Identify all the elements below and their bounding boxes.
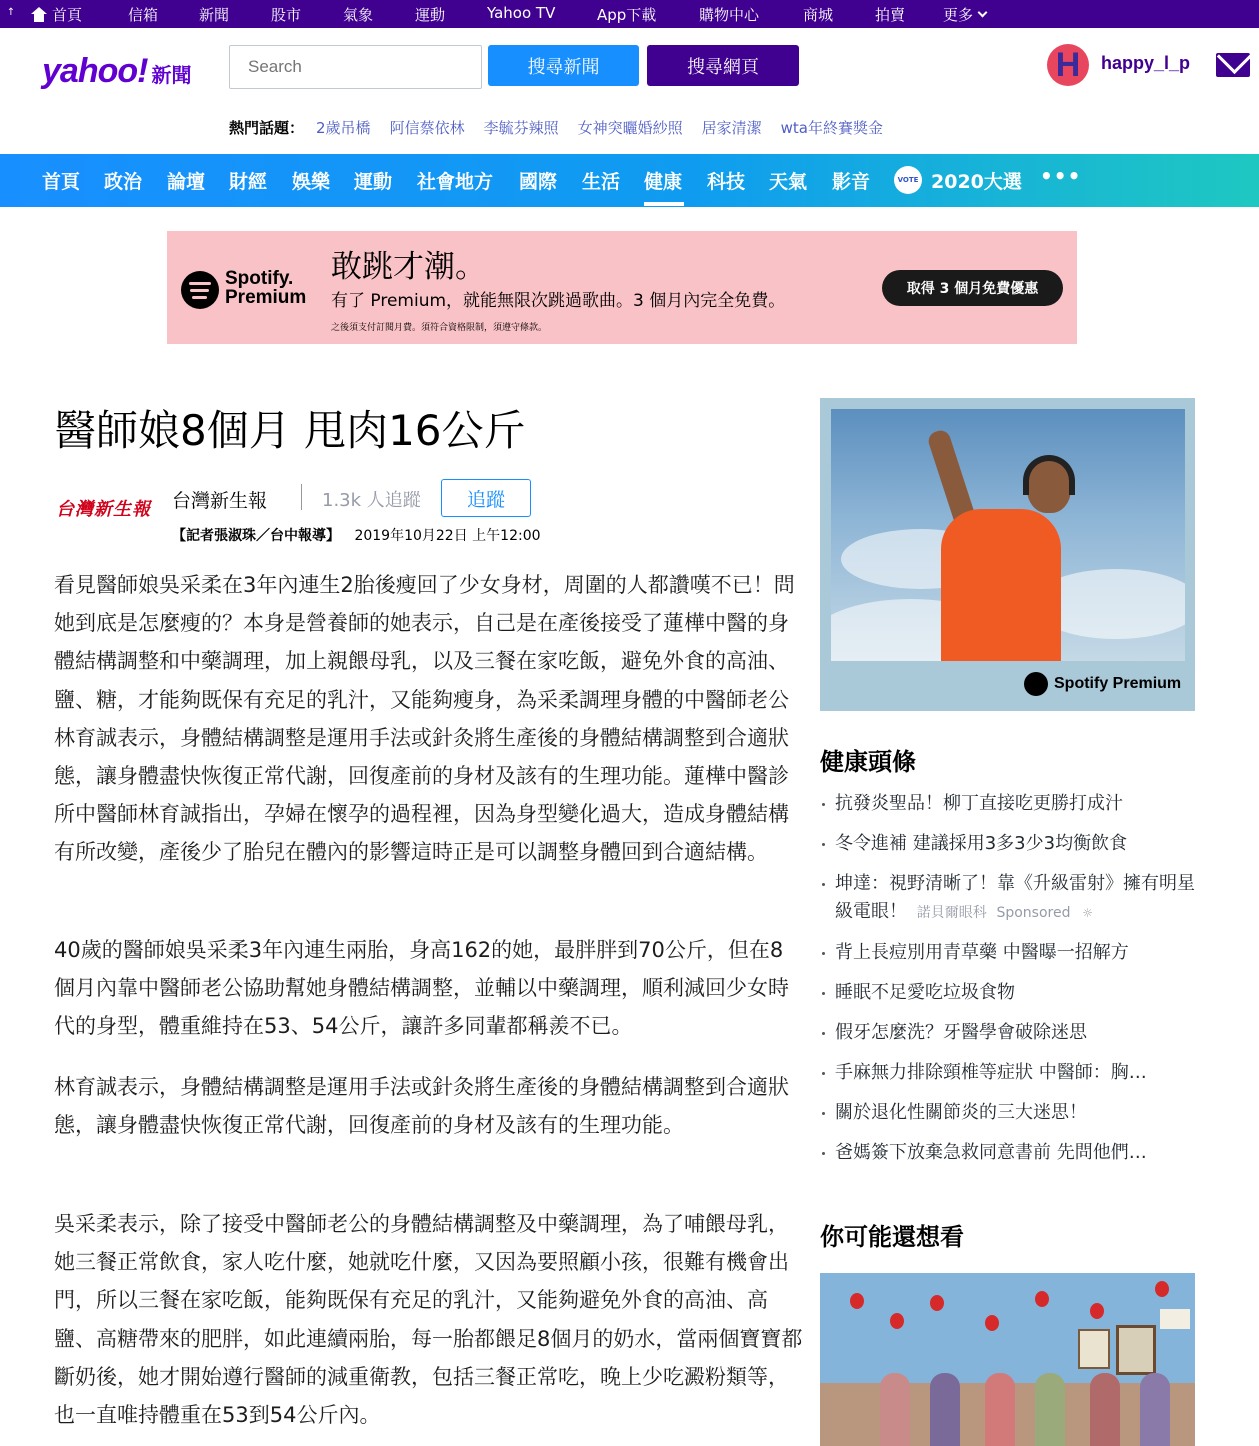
nav-weather[interactable]: 天氣: [769, 171, 808, 193]
top-utility-bar: [0, 0, 1259, 28]
list-item[interactable]: 假牙怎麼洗？牙醫學會破除迷思: [820, 1019, 1200, 1047]
sponsored-label: Sponsored: [996, 905, 1071, 921]
list-item[interactable]: 背上長痘別用青草藥 中醫曝一招解方: [820, 939, 1200, 967]
username-link[interactable]: happy_l_p: [1101, 53, 1191, 73]
follow-button[interactable]: 追蹤: [441, 479, 531, 517]
spotify-premium-brand: Spotify Premium: [1024, 672, 1181, 696]
publisher-name[interactable]: 台灣新生報: [172, 490, 268, 512]
publish-date: 2019年10月22日 上午12:00: [354, 528, 541, 544]
nav-active-indicator: [644, 202, 684, 206]
recommended-thumbnail[interactable]: [820, 1273, 1195, 1446]
trending-topic-link[interactable]: 女神突曬婚紗照: [577, 119, 683, 137]
health-headlines-list: [820, 790, 1200, 1179]
nav-election-2020[interactable]: 2020大選: [931, 171, 1022, 193]
mail-icon[interactable]: [1216, 53, 1250, 77]
home-icon: [30, 7, 48, 23]
publisher-logo[interactable]: 台灣新生報: [56, 499, 151, 520]
search-web-button[interactable]: 搜尋網頁: [647, 45, 799, 86]
list-item[interactable]: 爸媽簽下放棄急救同意書前 先問他們…: [820, 1139, 1200, 1167]
nav-video[interactable]: 影音: [832, 171, 871, 193]
article-paragraph: 40歲的醫師娘吳采柔3年內連生兩胎，身高162的她，最胖胖到70公斤，但在8個月內靠中醫師老公協助幫她身體結構調整，並輔以中藥調理，順利減回少女時代的身型，體重維持在53、54公斤，讓許多同輩都稱羨不已。: [54, 938, 789, 1039]
nav-home[interactable]: 首頁: [42, 171, 81, 193]
topbar-news-link[interactable]: 新聞: [199, 6, 230, 24]
ad-cta-button[interactable]: 取得 3 個月免費優惠: [882, 270, 1063, 306]
nav-tech[interactable]: 科技: [707, 171, 746, 193]
nav-more-icon[interactable]: •••: [1040, 164, 1082, 188]
trending-topic-link[interactable]: 居家清潔: [701, 119, 762, 137]
topbar-weather-link[interactable]: 氣象: [343, 6, 374, 24]
ad-fine-print: 之後須支付訂閱月費。須符合資格限制，須遵守條款。: [331, 323, 548, 333]
list-item[interactable]: 冬令進補 建議採用3多3少3均衡飲食: [820, 830, 1200, 858]
trending-topic-link[interactable]: wta年終賽獎金: [780, 119, 883, 137]
ad-headline: 敢跳才潮。: [331, 249, 486, 285]
search-news-button[interactable]: 搜尋新聞: [488, 45, 639, 86]
nav-finance[interactable]: 財經: [229, 171, 268, 193]
chevron-down-icon: [978, 8, 988, 18]
topbar-stocks-link[interactable]: 股市: [271, 6, 302, 24]
spotify-ad-banner[interactable]: [167, 231, 1077, 344]
spotify-wordmark: Spotify. Premium: [225, 268, 307, 308]
spotify-side-ad[interactable]: [820, 398, 1195, 711]
yahoo-news-logo[interactable]: yahoo! 新聞: [42, 52, 192, 90]
follower-count: 1.3k 人追蹤: [322, 490, 421, 511]
topbar-auction-link[interactable]: 拍賣: [875, 6, 906, 24]
trending-topic-link[interactable]: 2歲吊橋: [316, 119, 371, 137]
search-input[interactable]: [229, 45, 482, 89]
topbar-yahoo-tv-link[interactable]: Yahoo TV: [487, 4, 556, 22]
list-item[interactable]: 關於退化性關節炎的三大迷思！: [820, 1099, 1200, 1127]
article-paragraph: 看見醫師娘吳采柔在3年內連生2胎後瘦回了少女身材，周圍的人都讚嘆不已！問她到底是怎麼瘦的？本身是營養師的她表示，自己是在產後接受了蓮樺中醫的身體結構調整和中藥調理，加上親餵母乳，以及三餐在家吃飯，避免外食的高油、鹽、糖，才能夠既保有充足的乳汁，又能夠瘦身，為采柔調理身體的中醫師老公林育誠表示，身體結構調整是運用手法或針灸將生產後的身體結構調整到合適狀態，讓身體盡快恢復正常代謝，回復產前的身材及該有的生理功能。蓮樺中醫診所中醫師林育誠指出，孕婦在懷孕的過程裡，因為身型變化過大，造成身體結構有所改變，產後少了胎兒在體內的影響這時正是可以調整身體回到合適結構。: [54, 573, 795, 865]
author: 【記者張淑珠／台中報導】: [172, 528, 340, 544]
trending-label: 熱門話題：: [229, 119, 305, 137]
nav-entertainment[interactable]: 娛樂: [292, 171, 331, 193]
nav-politics[interactable]: 政治: [104, 171, 143, 193]
category-nav: [0, 154, 1259, 207]
nav-society[interactable]: 社會地方: [417, 171, 494, 193]
spotify-logo-icon: [181, 271, 219, 309]
topbar-mall-link[interactable]: 商城: [803, 6, 834, 24]
divider: [301, 484, 302, 510]
list-item[interactable]: 抗發炎聖品！柳丁直接吃更勝打成汁: [820, 790, 1200, 818]
ad-subtext: 有了 Premium，就能無限次跳過歌曲。3 個月內完全免費。: [331, 291, 786, 311]
nav-life[interactable]: 生活: [582, 171, 621, 193]
article-paragraph: 吳采柔表示，除了接受中醫師老公的身體結構調整及中藥調理，為了哺餵母乳，她三餐正常飲食，家人吃什麼，她就吃什麼，又因為要照顧小孩，很難有機會出門，所以三餐在家吃飯，能夠既保有充足的乳汁，又能夠避免外食的高油、高鹽、高糖帶來的肥胖，如此連續兩胎，每一胎都餵足8個月的奶水，當兩個寶寶都斷奶後，她才開始遵行醫師的減重衛教，包括三餐正常吃，晚上少吃澱粉類等，也一直唯持體重在53到54公斤內。: [54, 1212, 803, 1428]
topbar-app-download-link[interactable]: App下載: [597, 6, 657, 24]
list-item-sponsored[interactable]: 坤達：視野清晰了！靠《升級雷射》擁有明星級電眼！ 諾貝爾眼科 Sponsored ☼: [820, 870, 1200, 927]
list-item[interactable]: 睡眠不足愛吃垃圾食物: [820, 979, 1200, 1007]
avatar[interactable]: H: [1047, 44, 1089, 86]
health-headlines-title: 健康頭條: [820, 748, 916, 776]
spotify-logo-icon: [1024, 672, 1048, 696]
recommended-title: 你可能還想看: [820, 1223, 964, 1251]
sponsor-name: 諾貝爾眼科: [916, 905, 987, 921]
ad-info-icon[interactable]: ☼: [1082, 906, 1093, 920]
trending-topic-link[interactable]: 李毓芬辣照: [483, 119, 559, 137]
trending-topic-link[interactable]: 阿信蔡依林: [389, 119, 465, 137]
topbar-home-link[interactable]: 首頁: [30, 4, 82, 25]
nav-sports[interactable]: 運動: [354, 171, 393, 193]
nav-forum[interactable]: 論壇: [167, 171, 206, 193]
article-paragraph: 林育誠表示，身體結構調整是運用手法或針灸將生產後的身體結構調整到合適狀態，讓身體盡快恢復正常代謝，回復產前的身材及該有的生理功能。: [54, 1075, 789, 1138]
vote-icon: VOTE: [894, 166, 922, 194]
nav-international[interactable]: 國際: [519, 171, 558, 193]
topbar-sports-link[interactable]: 運動: [415, 6, 446, 24]
article-title: 醫師娘8個月 甩肉16公斤: [54, 406, 526, 455]
byline: [172, 525, 541, 545]
ad-photo: [831, 409, 1185, 661]
topbar-mail-link[interactable]: 信箱: [128, 6, 159, 24]
topbar-more-link[interactable]: 更多: [943, 4, 986, 25]
topbar-shopping-link[interactable]: 購物中心: [699, 6, 760, 24]
list-item[interactable]: 手麻無力排除頸椎等症狀 中醫師：胸…: [820, 1059, 1200, 1087]
nav-health[interactable]: 健康: [644, 171, 683, 193]
trending-topics: [229, 117, 902, 138]
scroll-up-marker: ↑: [6, 7, 16, 18]
